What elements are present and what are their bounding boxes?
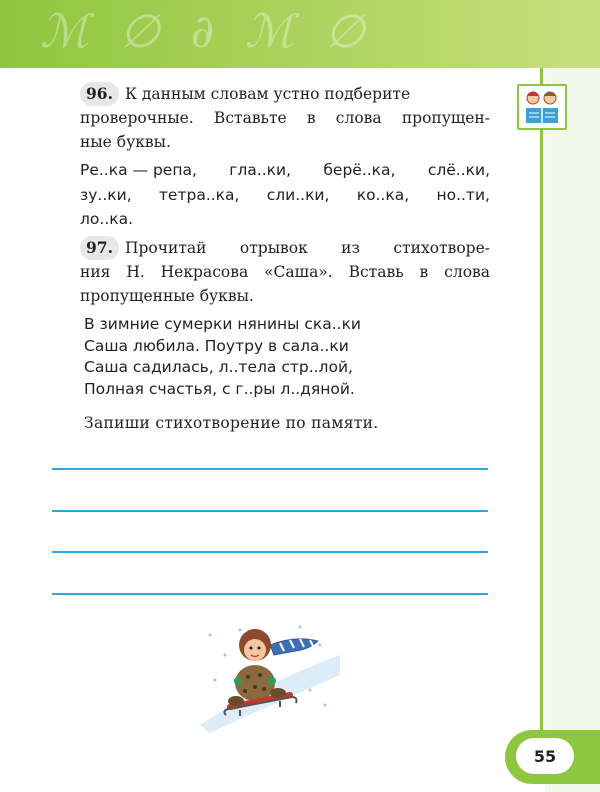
exercise-number-badge: 97. [80,236,119,260]
instruction-line: пропущенные буквы. [80,287,254,305]
writing-line[interactable] [52,593,488,595]
memory-writing-task: Запиши стихотворение по памяти. [84,414,379,432]
instruction-line: ния Н. Некрасова «Саша». Вставь в слова [80,263,490,281]
word: слё..ки, [427,161,490,179]
margin-line [540,68,543,748]
word: Ре..ка — репа, [80,161,197,179]
instruction-line: Прочитай отрывок из стихотворе- [124,239,490,257]
poem-line: Саша любила. Поутру в сала..ки [84,336,349,355]
writing-line[interactable] [52,510,488,512]
poem-line: В зимние сумерки нянины ска..ки [84,315,362,333]
writing-line[interactable] [52,468,488,470]
page-number: 55 [516,738,574,774]
girl-on-sled-illustration [200,615,340,735]
right-margin-strip [545,68,600,792]
word-list [80,158,490,232]
top-header-band [0,0,600,68]
exercise-number-badge: 96. [80,82,119,106]
reading-children-icon [517,84,567,130]
writing-line[interactable] [52,551,488,553]
poem-excerpt [84,314,484,400]
exercise-96-instruction [80,82,490,154]
exercise-97-instruction [80,236,490,308]
word-row [80,207,490,232]
word: зу..ки, [80,185,132,204]
decorative-letters: ℳ ∅ ∂ ℳ ∅ [40,4,373,58]
poem-line: Полная счастья, с г..ры л..дяной. [84,379,355,398]
poem-line: Саша садилась, л..тела стр..лой, [84,358,353,376]
word: сли..ки, [266,185,330,204]
instruction-line: ные буквы. [80,133,171,151]
instruction-line: проверочные. Вставьте в слова пропущен- [80,109,490,127]
instruction-line: К данным словам устно подберите [124,85,411,103]
word: берё..ка, [323,161,396,179]
word: гла..ки, [229,161,291,179]
word: но..ти, [436,185,490,204]
word: ко..ка, [356,185,410,204]
word-row [80,158,490,183]
word-row [80,183,490,208]
word: тетра..ка, [158,185,240,204]
word: ло..ка. [80,210,134,228]
